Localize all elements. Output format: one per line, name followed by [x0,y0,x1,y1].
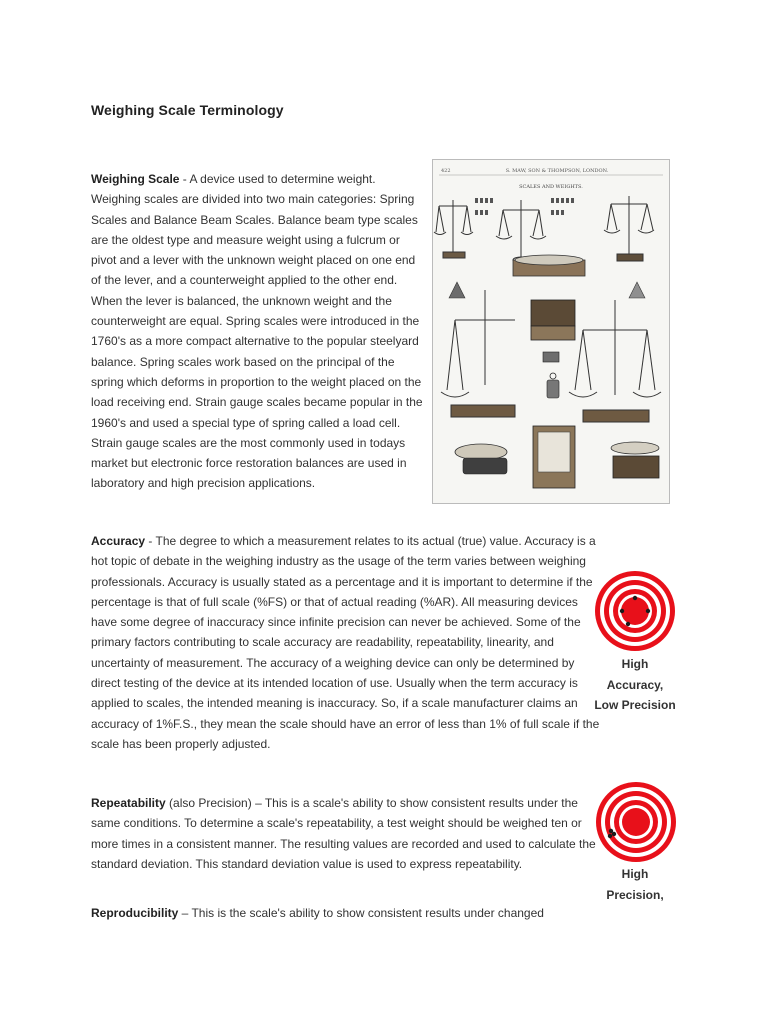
weighing-scale-definition: - A device used to determine weight. Weighing scales are divided into two main categories: Spring Scales and Balance Beam Scales. Balance beam type scales are the oldest type and measure weight using a fulcrum or pivot and a lever with the unknown weight placed on one end of the lever, and a counterweight applied to the other end. When the lever is balanced, the unknown weight and the counterweight are equal. Spring scales were introduced in the 1760's as a more compact alternative to the popular steelyard balance. Spring scales work based on the principal of the spring which deforms in proportion to the weight placed on the load receiving end. Strain gauge scales became popular in the 1960's and used a special type of spring called a load cell. Strain gauge scales are the most commonly used in todays market but electronic force restoration balances are used in laboratory and high precision applications. [91,172,423,491]
target-high-precision [595,781,677,863]
kitchen-scale [455,444,507,460]
shot-mark [608,834,612,838]
caption-line: Accuracy, [606,677,664,692]
reproducibility-definition: – This is the scale's ability to show consistent results under changed [178,906,544,920]
figure-caption-precision [585,864,685,905]
page-title: Weighing Scale Terminology [91,102,284,118]
reproducibility-paragraph [91,903,601,923]
accuracy-term: Accuracy [91,534,146,548]
weights-set [475,198,574,215]
balance-illustration [441,290,515,417]
shot-mark [633,596,637,600]
shot-mark [620,609,624,613]
shot-mark [626,622,630,626]
balance-illustration [569,300,661,422]
platform-scale [611,442,659,454]
weight-cone [629,282,645,298]
repeatability-paragraph [91,793,601,874]
balance-illustration [434,200,473,258]
caption-line: High [621,657,649,671]
engraving-header: S. MAW, SON & THOMPSON, LONDON. [505,168,609,174]
scales-and-weights-engraving [432,159,670,504]
shot-mark [646,609,650,613]
target-high-accuracy-low-precision [594,570,676,652]
weighing-scale-paragraph [91,169,427,494]
balance-illustration [604,196,654,261]
spring-balance [547,380,559,398]
engraving-page-number: 422 [441,168,451,174]
balance-illustration [496,200,546,263]
repeatability-definition: (also Precision) – This is a scale's ability to show consistent results under the same conditions. To determine a scale's repeatability, a test weight should be weighed ten or more times in a consistent manner. The resulting values are recorded and used to calculate the standard deviation. This standard deviation value is used to express repeatability. [91,796,596,871]
weight-cone [449,282,465,298]
repeatability-term: Repeatability [91,796,166,810]
accuracy-paragraph [91,531,601,754]
reproducibility-term: Reproducibility [91,906,179,920]
accuracy-definition: - The degree to which a measurement relates to its actual (true) value. Accuracy is a hot topic of debate in the weighing industry as the usage of the term varies between weighing professionals. Accuracy is usually stated as a percentage and it is important to determine if the percentage is that of full scale (%FS) or that of actual reading (%AR). All measuring devices have some degree of inaccuracy since infinite precision can never be achieved. Some of the primary factors contributing to scale accuracy are readability, repeatability, linearity, and uncertainty of measurement. The accuracy of a weighing device can only be determined by direct testing of the device at its intended location of use. Usually when the term accuracy is applied to scales, the intended meaning is inaccuracy. So, if a scale manufacturer claims an accuracy of 1%F.S., they mean the scale should have an error of less than 1% of full scale if the scale has been properly adjusted. [91,534,600,751]
caption-line: High [621,867,649,881]
caption-line: Low Precision [594,698,676,712]
shot-mark [612,832,616,836]
engraving-caption: SCALES AND WEIGHTS. [519,184,583,190]
weighing-scale-term: Weighing Scale [91,172,180,186]
weights-box [531,300,575,326]
caption-line: Precision, [606,887,664,902]
figure-caption-accuracy [585,654,685,716]
